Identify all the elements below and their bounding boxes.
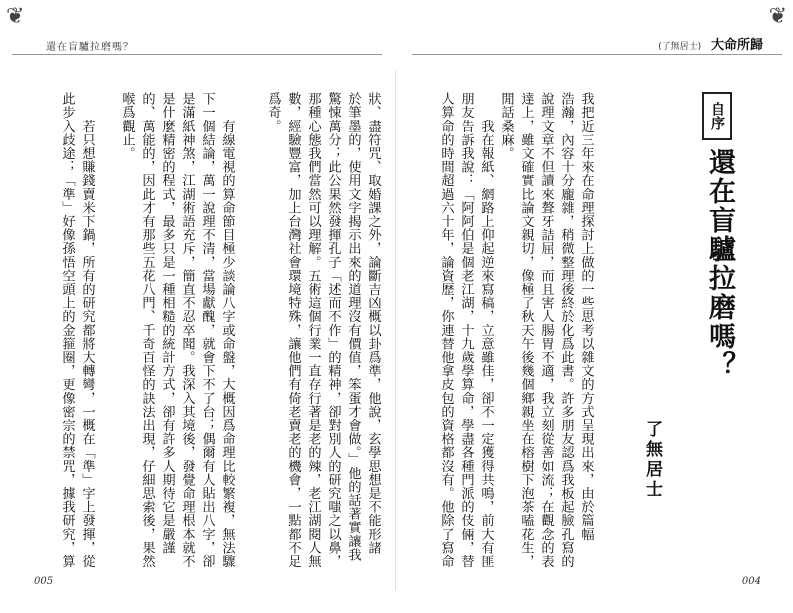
page-number-left: 005	[34, 576, 54, 587]
text-column: 狀、盡符咒、取婚課之外，論斷吉凶概以卦爲準，他說，玄學思想是不能形諸	[365, 92, 381, 555]
text-column: 於筆墨的，使用文字揭示出來的道理沒有價值，笨蛋才會做。」他的話著實讓我	[345, 92, 361, 562]
page-number-right: 004	[741, 576, 761, 587]
text-column: 下一個結論，萬一說理不清，當場獻醜，就會下不了台；偶爾有人貼出八字，卻	[199, 92, 215, 568]
text-column: 是什麼精密的程式，最多只是一種相糙的統計方式，卻有許多人期待它是嚴謹	[159, 92, 175, 555]
header-rule-right	[412, 54, 782, 55]
text-column: 是滿紙神煞，江湖術語充斥，簡直不忍卒聞。我深入其境後，發覺命理根本就不	[179, 92, 195, 568]
series-label: (了無居士)	[658, 42, 702, 52]
text-column: 那種心態我們當然可以理解。五術這個行業一直存行著是老的辣，老江湖閱人無	[305, 92, 321, 568]
book-title: 大命所歸	[710, 38, 763, 53]
text-column: 此步入歧途；「準」好像孫悟空頭上的金箍圈，更像密宗的禁咒，據我研究，算	[59, 92, 75, 568]
text-column: 我在報紙、網路上仰起逆來寫稿，立意雖佳，卻不一定獲得共鳴，前大有匪	[478, 92, 494, 568]
text-column: 的、萬能的，因此才有那些五花八門、千奇百怪的訣法出現，仔細思索後，果然	[139, 92, 155, 568]
text-column: 說理文章不但讀來聱牙詰屈，而且害人腸胃不適，我立刻從善如流；在觀念的表	[538, 92, 554, 568]
text-column: 閒話桑麻。	[498, 92, 514, 160]
text-column: 爲奇。	[265, 92, 281, 133]
text-column: 有線電視的算命節目極少談論八字或命盤，大概因爲命理比較繁複，無法驟	[219, 92, 235, 568]
header-ornament-left: ❦	[6, 4, 25, 29]
header-rule-left	[12, 54, 382, 55]
text-column: 驚悚萬分；此公果然發揮孔子「述而不作」的精神，卻對別人的研究嗤之以鼻，	[325, 92, 341, 568]
preface-tag: 自序	[702, 92, 732, 140]
text-column: 人算命的時間超過六十年，論資歷，你連替他拿皮包的資格都沒有。他除了寫命	[438, 92, 454, 568]
text-column: 喉爲觀止。	[119, 92, 135, 160]
text-column: 達上，雖文確實比論文親切，像極了秋天午後幾個鄉親坐在榕樹下泡茶嗑花生，	[518, 92, 534, 568]
text-column: 數，經驗豐富，加上台灣社會環境特殊，讓他們有倚老賣老的機會，一點都不足	[285, 92, 301, 568]
header-ornament-right: ❦	[768, 4, 787, 29]
text-column: 浩瀚，內容十分龐雜，稍微整理後終於化爲此書。許多朋友認爲我板起臉孔寫的	[558, 92, 574, 568]
running-title-right	[658, 34, 763, 53]
text-column: 我把近三年來在命理探討上做的一些思考以雜文的方式呈現出來，由於篇幅	[578, 92, 594, 541]
running-title-left: 還在盲驢拉磨嗎？	[46, 42, 134, 53]
text-column: 若只想賺錢賣米下鍋，所有的研究都將大轉彎，一概在「準」字上發揮，從	[79, 92, 95, 568]
author-name: 了無居士	[642, 420, 662, 500]
page-gutter	[395, 70, 396, 590]
text-column: 朋友告訴我說：「阿阿伯是個老江湖，十九歲學算命，學盡各種門派的伎倆，替	[458, 92, 474, 568]
chapter-title: 還在盲驢拉磨嗎？	[704, 148, 735, 380]
